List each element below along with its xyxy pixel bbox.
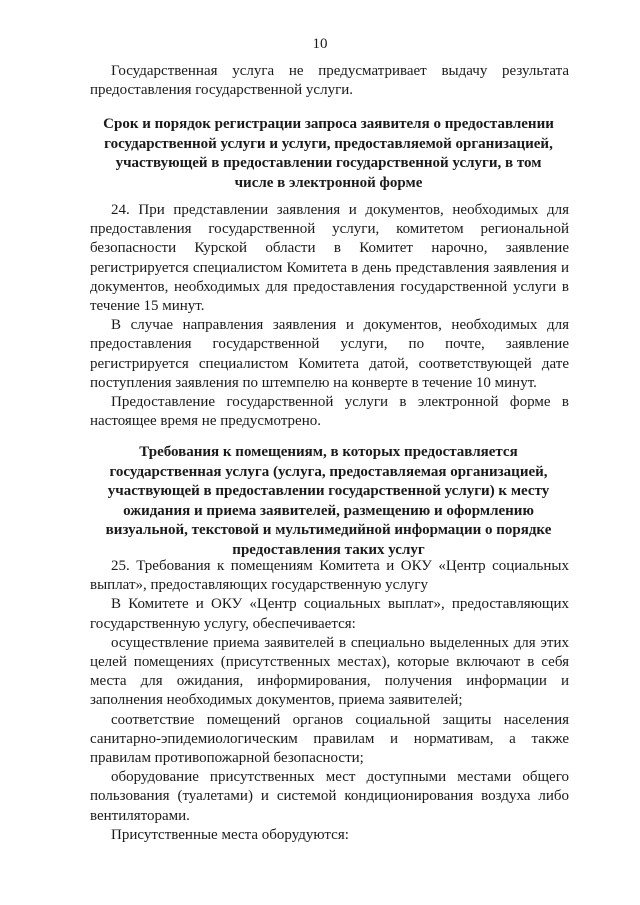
paragraph-provided: В Комитете и ОКУ «Центр социальных выплат», предоставляющих государственную услугу, обеспечивается: (90, 596, 569, 632)
intro-block (90, 62, 569, 100)
section-heading-premises: Требования к помещениям, в которых предоставляется государственная услуга (услуга, предоставляемая организацией, участвующей в предоставлении государственной услуги) к месту ожидания и приема заявителей, размещению и оформлению визуальной, текстовой и мультимедийной информации о порядке предоставления таких услуг (105, 444, 552, 558)
section-2-body (90, 557, 569, 845)
paragraph-electronic-form: Предоставление государственной услуги в электронной форме в настоящее время не предусмотрено. (90, 394, 569, 430)
section-heading-registration: Срок и порядок регистрации запроса заявителя о предоставлении государственной услуги и услуги, предоставляемой организацией, участвующей в предоставлении государственной услуги, в том числе в электронной форме (103, 116, 554, 191)
paragraph-sanitary: соответствие помещений органов социальной защиты населения санитарно-эпидемиологическим правилам и нормативам, а также правилам противопожарной безопасности; (90, 711, 569, 767)
paragraph-reception: осуществление приема заявителей в специально выделенных для этих целей помещениях (присутственных местах), которые включают в себя места для ожидания, информирования, получения информации и заполнения необходимых документов, приема заявителей; (90, 634, 569, 709)
intro-paragraph: Государственная услуга не предусматривает выдачу результата предоставления государственной услуги. (90, 63, 569, 99)
page-number: 10 (312, 36, 328, 52)
paragraph-equipped: Присутственные места оборудуются: (111, 826, 349, 843)
paragraph-mail-registration: В случае направления заявления и документов, необходимых для предоставления государственной услуги, по почте, заявление регистрируется специалистом Комитета датой, соответствующей дате поступления заявления по штемпелю на конверте в течение 10 минут. (90, 317, 569, 391)
paragraph-24: 24. При представлении заявления и документов, необходимых для предоставления государственной услуги, комитетом региональной безопасности Курской области в Комитет нарочно, заявление регистрируется специалистом Комитета в день представления заявления и документов, необходимых для предоставления государственной услуги в течение 15 минут. (90, 202, 569, 315)
section-1-body (90, 201, 569, 431)
paragraph-equipment: оборудование присутственных мест доступными местами общего пользования (туалетами) и системой кондиционирования воздуха либо вентиляторами. (90, 769, 569, 824)
paragraph-25: 25. Требования к помещениям Комитета и ОКУ «Центр социальных выплат», предоставляющих государственную услугу (90, 558, 569, 594)
